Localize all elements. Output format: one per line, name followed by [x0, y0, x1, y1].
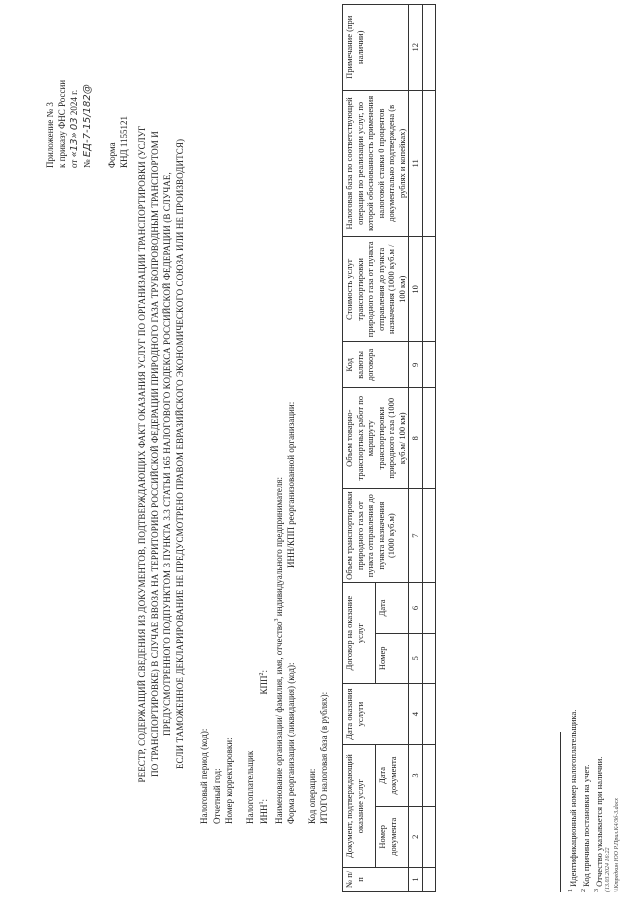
col-number: 2: [409, 806, 423, 867]
handwritten-day: «13»: [69, 132, 80, 158]
col-number: 8: [409, 388, 423, 489]
header-currency: Код валюты договора: [343, 342, 409, 388]
header-contract-number: Номер: [376, 633, 409, 683]
registry-table: [342, 4, 436, 892]
handwritten-month: 03: [69, 117, 80, 131]
header-cost: Стоимость услуг транспортировки природного газа от пункта отправления до пункта назначения (1000 куб.м / 100 км): [343, 237, 409, 342]
footnotes: [566, 710, 622, 892]
handwritten-order-number: ЕД-7-15/182@: [82, 84, 93, 158]
col-number: 10: [409, 237, 423, 342]
file-stamp-2: \\Kтредкин ЮО Р.Прил.К4/3б-3.docx: [614, 798, 621, 892]
footnote-divider: [560, 732, 561, 892]
operation-code-field: Код операции:: [306, 768, 317, 824]
footnote-1: $^1$ Идентификационный номер налогоплательщика.: [567, 709, 578, 892]
knd-code: КНД 1155121: [119, 115, 129, 168]
header-service-date: Дата оказания услуги: [343, 683, 409, 744]
footnote-2: $^2$ Код причины постановки на учет.: [580, 764, 591, 892]
header-contract: Договор на оказание услуг: [343, 583, 376, 684]
annex-line-3: от «13» 03 2024 г.: [69, 89, 80, 168]
header-work-volume: Объем товарно-транспортных работ по маршруту транспортировки природного газа (1000 куб.м/ 100 км): [343, 388, 409, 489]
form-label: Форма: [107, 142, 117, 168]
col-number: 11: [409, 90, 423, 237]
col-number: 9: [409, 342, 423, 388]
header-tax-base: Налоговая база по соответствующей операции по реализации услуг, по которой обоснованность применения налоговой ставки 0 процентов документально подтверждена (в рублях и копейках): [343, 90, 409, 237]
total-tax-base-field: ИТОГО налоговая база (в рублях):: [319, 691, 329, 824]
form-code-block: [106, 116, 130, 168]
col-number: 1: [409, 867, 423, 891]
header-num: № п/п: [343, 867, 409, 891]
header-doc-date: Дата документа: [376, 745, 409, 806]
header-volume: Объем транспортировки природного газа от пункта отправления до пункта назначения (1000 куб.м): [343, 489, 409, 583]
col-number: 6: [409, 583, 423, 633]
col-number: 4: [409, 683, 423, 744]
inn-kpp-row: ИНН$^1$: КПП$^2$:: [259, 669, 269, 824]
footnote-3: $^3$ Отчество указывается при наличии.: [593, 756, 604, 892]
header-contract-date: Дата: [376, 583, 409, 633]
header-note: Примечание (при наличии): [343, 5, 409, 91]
document-title: РЕЕСТР, СОДЕРЖАЩИЙ СВЕДЕНИЯ ИЗ ДОКУМЕНТОВ, ПОДТВЕРЖДАЮЩИХ ФАКТ ОКАЗАНИЯ УСЛУГ ПО ОРГАНИЗАЦИИ ТРАНСПОРТИРОВКИ (УСЛУГ ПО ТРАНСПОРТИРОВКЕ) В СЛУЧАЕ ВВОЗА НА ТЕРРИТОРИЮ РОССИЙСКОЙ ФЕДЕРАЦИИ ПРИРОДНОГО ГАЗА ТРУБОПРОВОДНЫМ ТРАНСПОРТОМ И ПРЕДУСМОТРЕННОГО ПОДПУНКТОМ 3 ПУНКТА 3.3 СТАТЬИ 165 НАЛОГОВОГО КОДЕКСА РОССИЙСКОЙ ФЕДЕРАЦИИ (В СЛУЧАЕ, ЕСЛИ ТАМОЖЕННОЕ ДЕКЛАРИРОВАНИЕ НЕ ПРЕДУСМОТРЕНО ПРАВОМ ЕВРАЗИЙСКОГО ЭКОНОМИЧЕСКОГО СОЮЗА ИЛИ НЕ ПРОИЗВОДИТСЯ): [137, 125, 185, 783]
col-number: 5: [409, 633, 423, 683]
annex-block: [44, 18, 94, 168]
annex-line-2: к приказу ФНС России: [57, 79, 67, 168]
col-number: 7: [409, 489, 423, 583]
column-number-row: [409, 5, 423, 892]
correction-field: Номер корректировки:: [224, 737, 234, 824]
header-doc-number: Номер документа: [376, 806, 409, 867]
annex-line-1: Приложение № 3: [45, 102, 55, 168]
col-number: 12: [409, 5, 423, 91]
tax-period-field: Налоговый период (код):: [199, 728, 209, 824]
header-document: Документ, подтверждающий оказание услуг: [343, 745, 376, 868]
table-row: [422, 5, 435, 892]
file-stamp-1: (13.03.2024 16:22: [605, 847, 612, 892]
name-field: Наименование организации/ фамилия, имя, отчество$^3$ индивидуального предпринимателя:: [273, 477, 284, 824]
header-fields: [198, 402, 331, 824]
taxpayer-label: Налогоплательщик: [244, 750, 255, 824]
col-number: 3: [409, 745, 423, 806]
report-year-field: Отчетный год:: [211, 768, 222, 824]
reorg-row: Форма реорганизации (ликвидация) (код): ИНН/КПП реорганизованной организации:: [286, 401, 296, 824]
annex-line-4: № ЕД-7-15/182@: [82, 84, 93, 168]
